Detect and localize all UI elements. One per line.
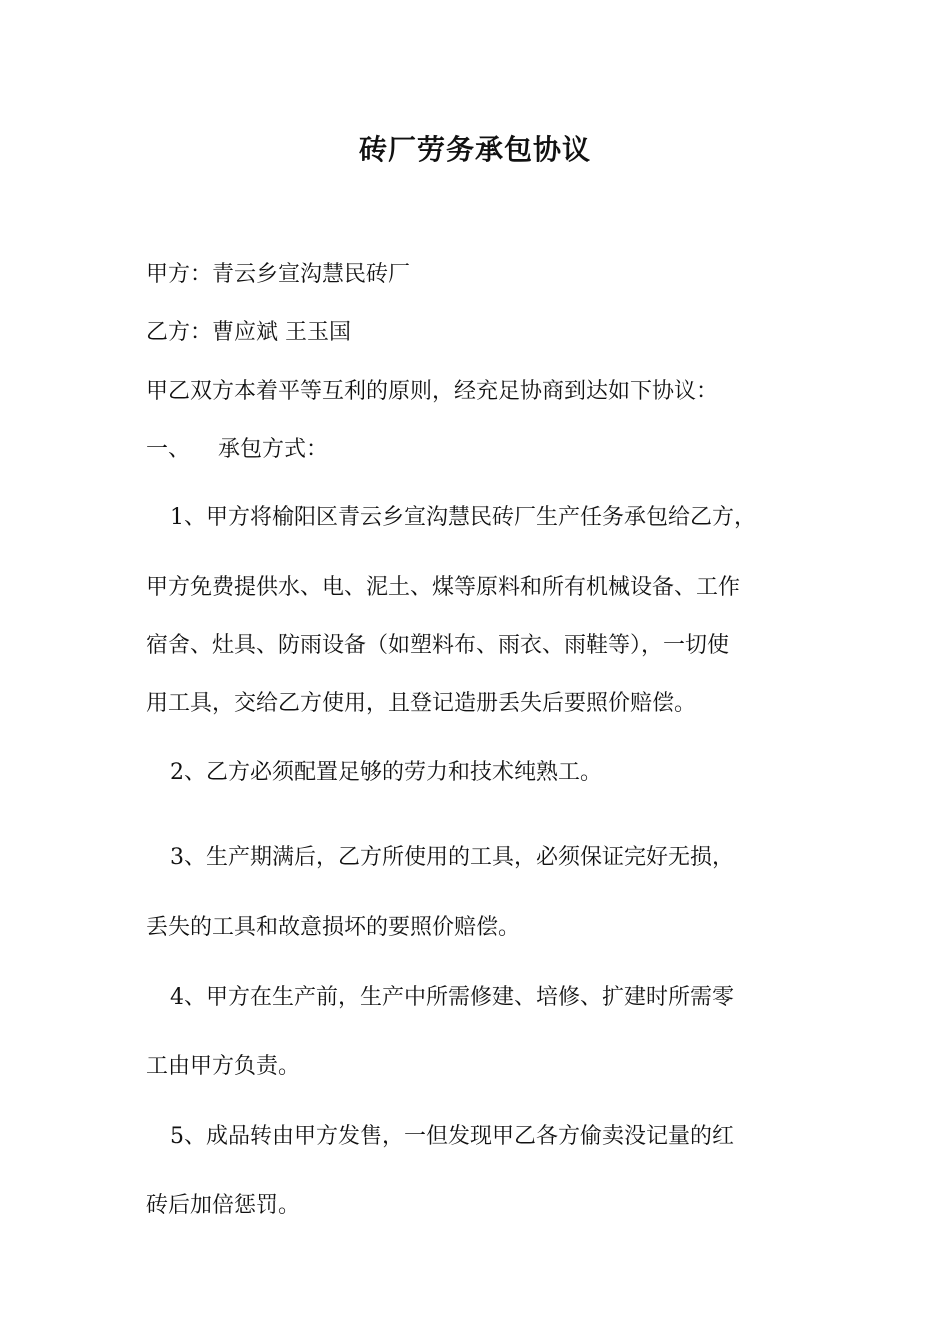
clause-3-line-1: 3、生产期满后，乙方所使用的工具，必须保证完好无损， [170,845,734,870]
section-1-heading: 一、 承包方式： [146,437,328,462]
preamble: 甲乙双方本着平等互利的原则，经充足协商到达如下协议： [146,379,719,404]
clause-5-line-2: 砖后加倍惩罚。 [146,1193,301,1218]
document-title: 砖厂劳务承包协议 [358,133,591,166]
clause-4-line-2: 工由甲方负责。 [146,1054,301,1079]
clause-2-line-1: 2、乙方必须配置足够的劳力和技术纯熟工。 [170,760,602,785]
party-a: 甲方：青云乡宣沟慧民砖厂 [146,262,411,287]
clause-1-line-2: 甲方免费提供水、电、泥土、煤等原料和所有机械设备、工作 [146,575,741,600]
clause-5-line-1: 5、成品转由甲方发售，一但发现甲乙各方偷卖没记量的红 [170,1124,734,1149]
clause-4-line-1: 4、甲方在生产前，生产中所需修建、培修、扩建时所需零 [170,985,734,1010]
clause-1-line-3: 宿舍、灶具、防雨设备（如塑料布、雨衣、雨鞋等），一切使 [146,633,730,658]
clause-3-line-2: 丢失的工具和故意损坏的要照价赔偿。 [146,915,521,940]
clause-1-line-4: 用工具，交给乙方使用，且登记造册丢失后要照价赔偿。 [146,691,697,716]
clause-1-line-1: 1、甲方将榆阳区青云乡宣沟慧民砖厂生产任务承包给乙方， [170,505,756,530]
party-b: 乙方：曹应斌 王玉国 [146,320,351,345]
